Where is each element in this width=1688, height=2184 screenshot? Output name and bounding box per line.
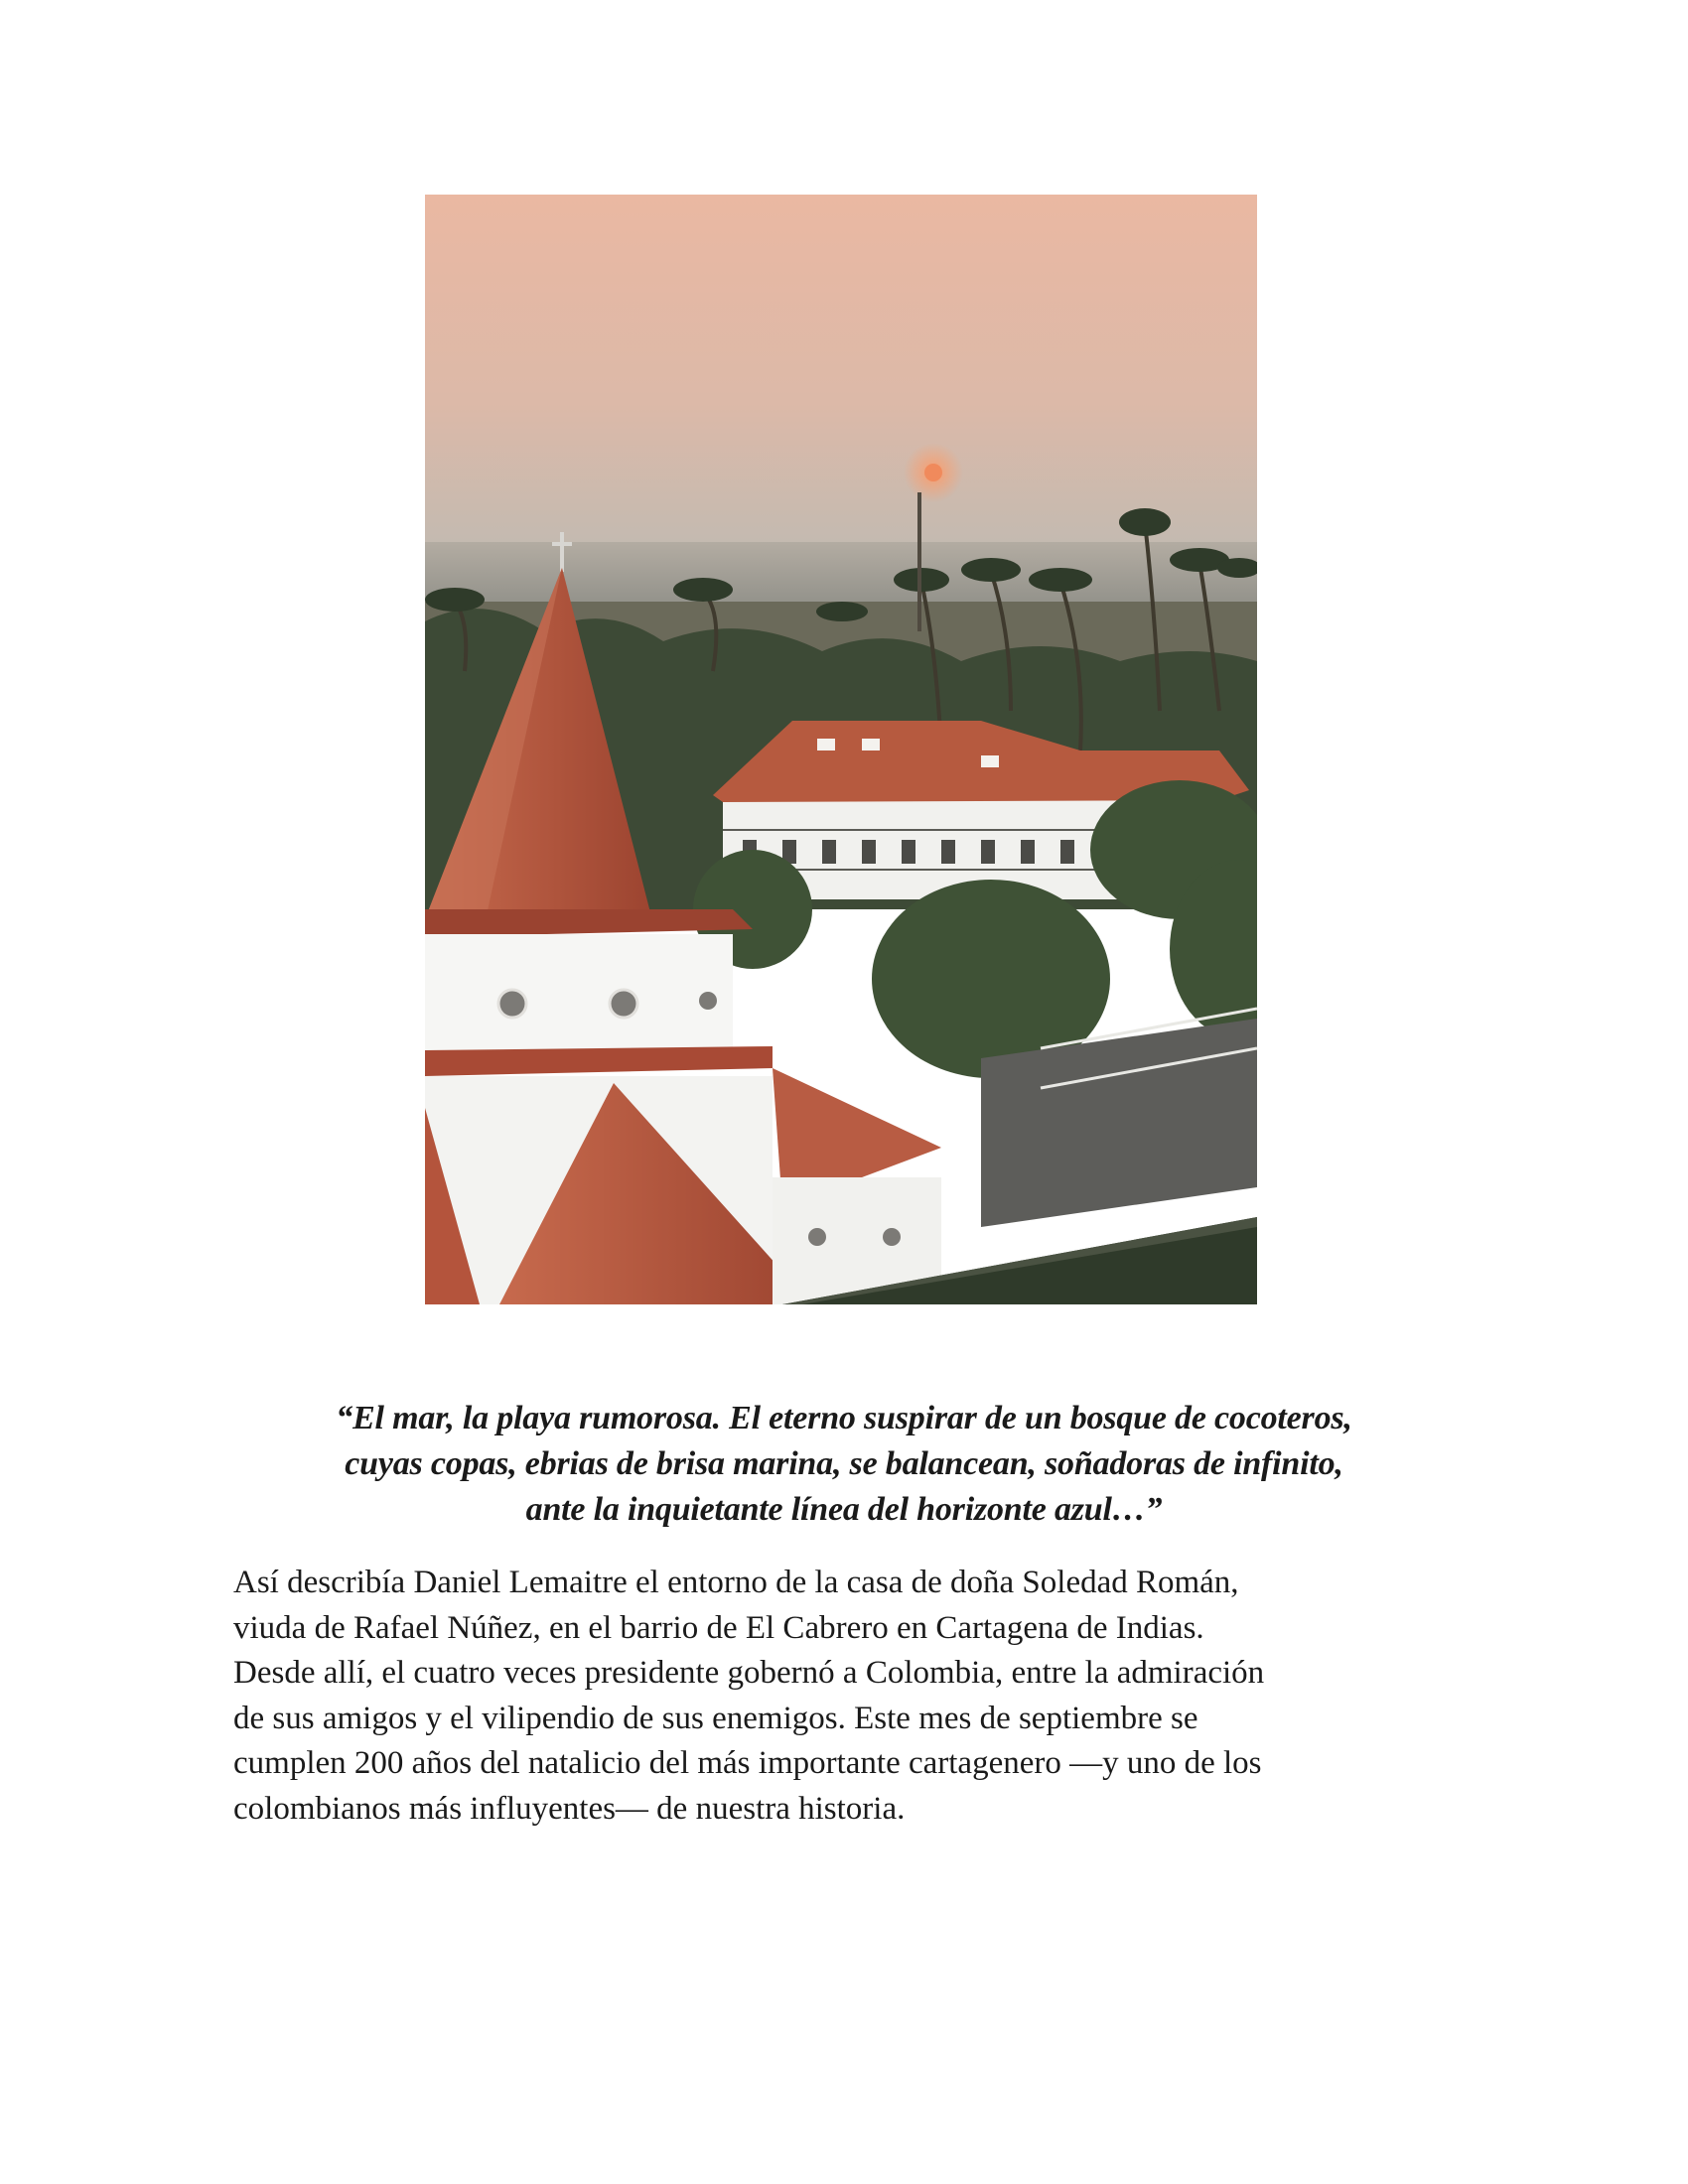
paragraph-line: Desde allí, el cuatro veces presidente gobernó a Colombia, entre la admiración [233,1655,1265,1691]
sunset-photo [425,195,1257,1304]
paragraph-line: viuda de Rafael Núñez, en el barrio de El Cabrero en Cartagena de Indias. [233,1609,1204,1646]
paragraph-line: Así describía Daniel Lemaitre el entorno de la casa de doña Soledad Román, [233,1565,1239,1600]
paragraph-line: de sus amigos y el vilipendio de sus enemigos. Este mes de septiembre se [233,1700,1198,1736]
paragraph-line: colombianos más influyentes— de nuestra historia. [233,1790,906,1827]
intro-paragraph [233,1561,1465,1832]
quote-line: cuyas copas, ebrias de brisa marina, se balancean, soñadoras de infinito, [345,1445,1343,1482]
paragraph-line: cumplen 200 años del natalicio del más importante cartagenero —y uno de los [233,1745,1262,1781]
sun [924,464,942,481]
quote-line: ante la inquietante línea del horizonte azul…” [525,1491,1163,1528]
light-pole [917,492,921,631]
quote-line: “El mar, la playa rumorosa. El eterno suspirar de un bosque de cocoteros, [336,1400,1352,1436]
epigraph-quote [179,1396,1509,1533]
sunset-photo-illustration [425,195,1257,1304]
